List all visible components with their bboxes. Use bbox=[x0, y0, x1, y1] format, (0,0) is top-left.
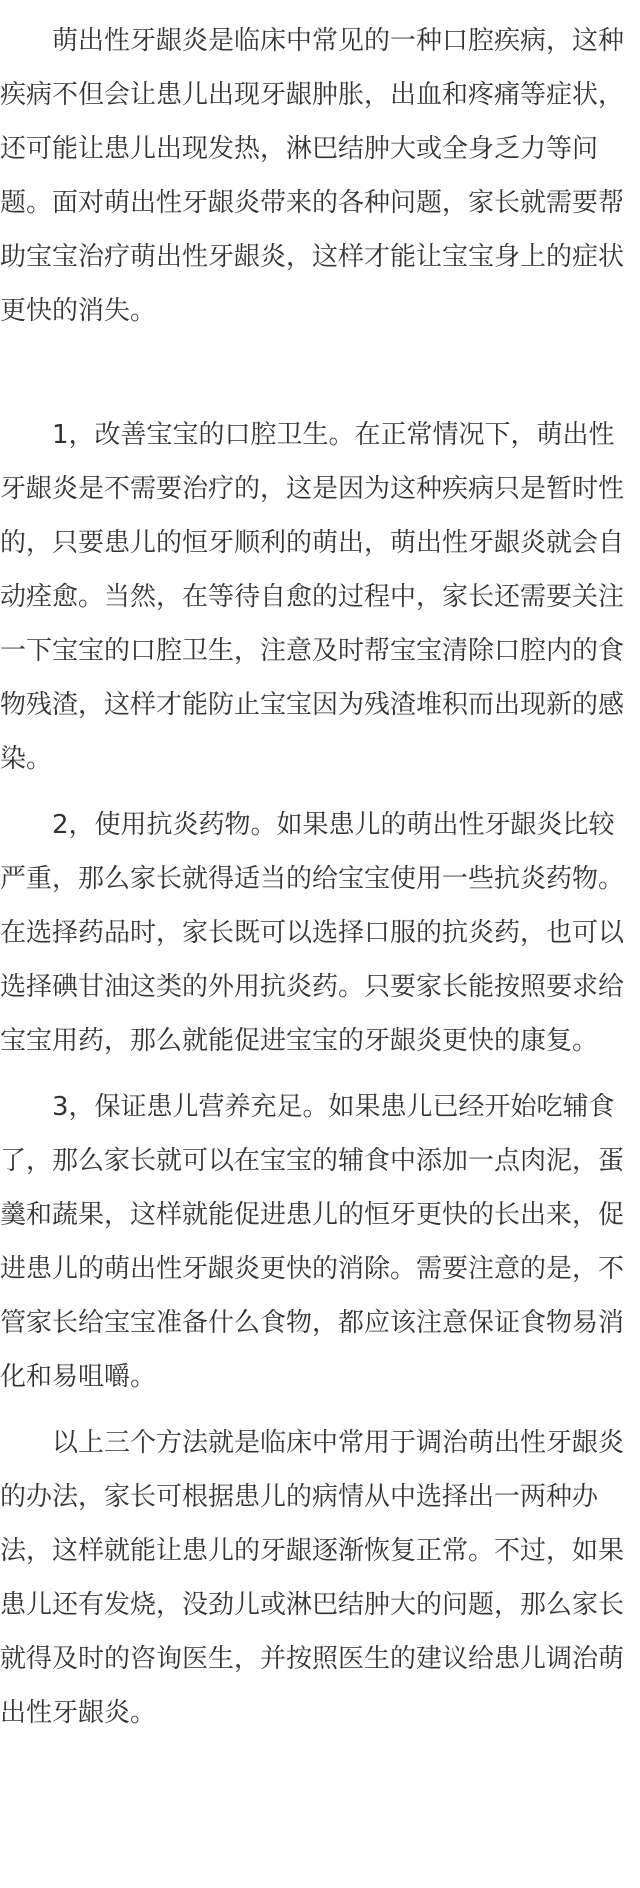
paragraph-method-3: 3，保证患儿营养充足。如果患儿已经开始吃辅食了，那么家长就可以在宝宝的辅食中添加一点肉泥，蛋羹和蔬果，这样就能促进患儿的恒牙更快的长出来，促进患儿的萌出性牙龈炎更快的消除。需要注意的是，不管家长给宝宝准备什么食物，都应该注意保证食物易消化和易咀嚼。 bbox=[0, 1092, 625, 1392]
paragraph-intro: 萌出性牙龈炎是临床中常见的一种口腔疾病，这种疾病不但会让患儿出现牙龈肿胀，出血和疼痛等症状，还可能让患儿出现发热，淋巴结肿大或全身乏力等问题。面对萌出性牙龈炎带来的各种问题，家长就需要帮助宝宝治疗萌出性牙龈炎，这样才能让宝宝身上的症状更快的消失。 bbox=[0, 26, 625, 326]
paragraph-spacer bbox=[0, 338, 640, 408]
paragraph-spacer bbox=[0, 1068, 640, 1080]
paragraph-method-1: 1，改善宝宝的口腔卫生。在正常情况下，萌出性牙龈炎是不需要治疗的，这是因为这种疾病只是暂时性的，只要患儿的恒牙顺利的萌出，萌出性牙龈炎就会自动痊愈。当然，在等待自愈的过程中，家长还需要关注一下宝宝的口腔卫生，注意及时帮宝宝清除口腔内的食物残渣，这样才能防止宝宝因为残渣堆积而出现新的感染。 bbox=[0, 420, 625, 774]
paragraph-spacer bbox=[0, 1404, 640, 1416]
paragraph-method-2: 2，使用抗炎药物。如果患儿的萌出性牙龈炎比较严重，那么家长就得适当的给宝宝使用一些抗炎药物。在选择药品时，家长既可以选择口服的抗炎药，也可以选择碘甘油这类的外用抗炎药。只要家长能按照要求给宝宝用药，那么就能促进宝宝的牙龈炎更快的康复。 bbox=[0, 810, 625, 1056]
paragraph-spacer bbox=[0, 786, 640, 798]
paragraph-conclusion: 以上三个方法就是临床中常用于调治萌出性牙龈炎的办法，家长可根据患儿的病情从中选择出一两种办法，这样就能让患儿的牙龈逐渐恢复正常。不过，如果患儿还有发烧，没劲儿或淋巴结肿大的问题，那么家长就得及时的咨询医生，并按照医生的建议给患儿调治萌出性牙龈炎。 bbox=[0, 1428, 625, 1728]
